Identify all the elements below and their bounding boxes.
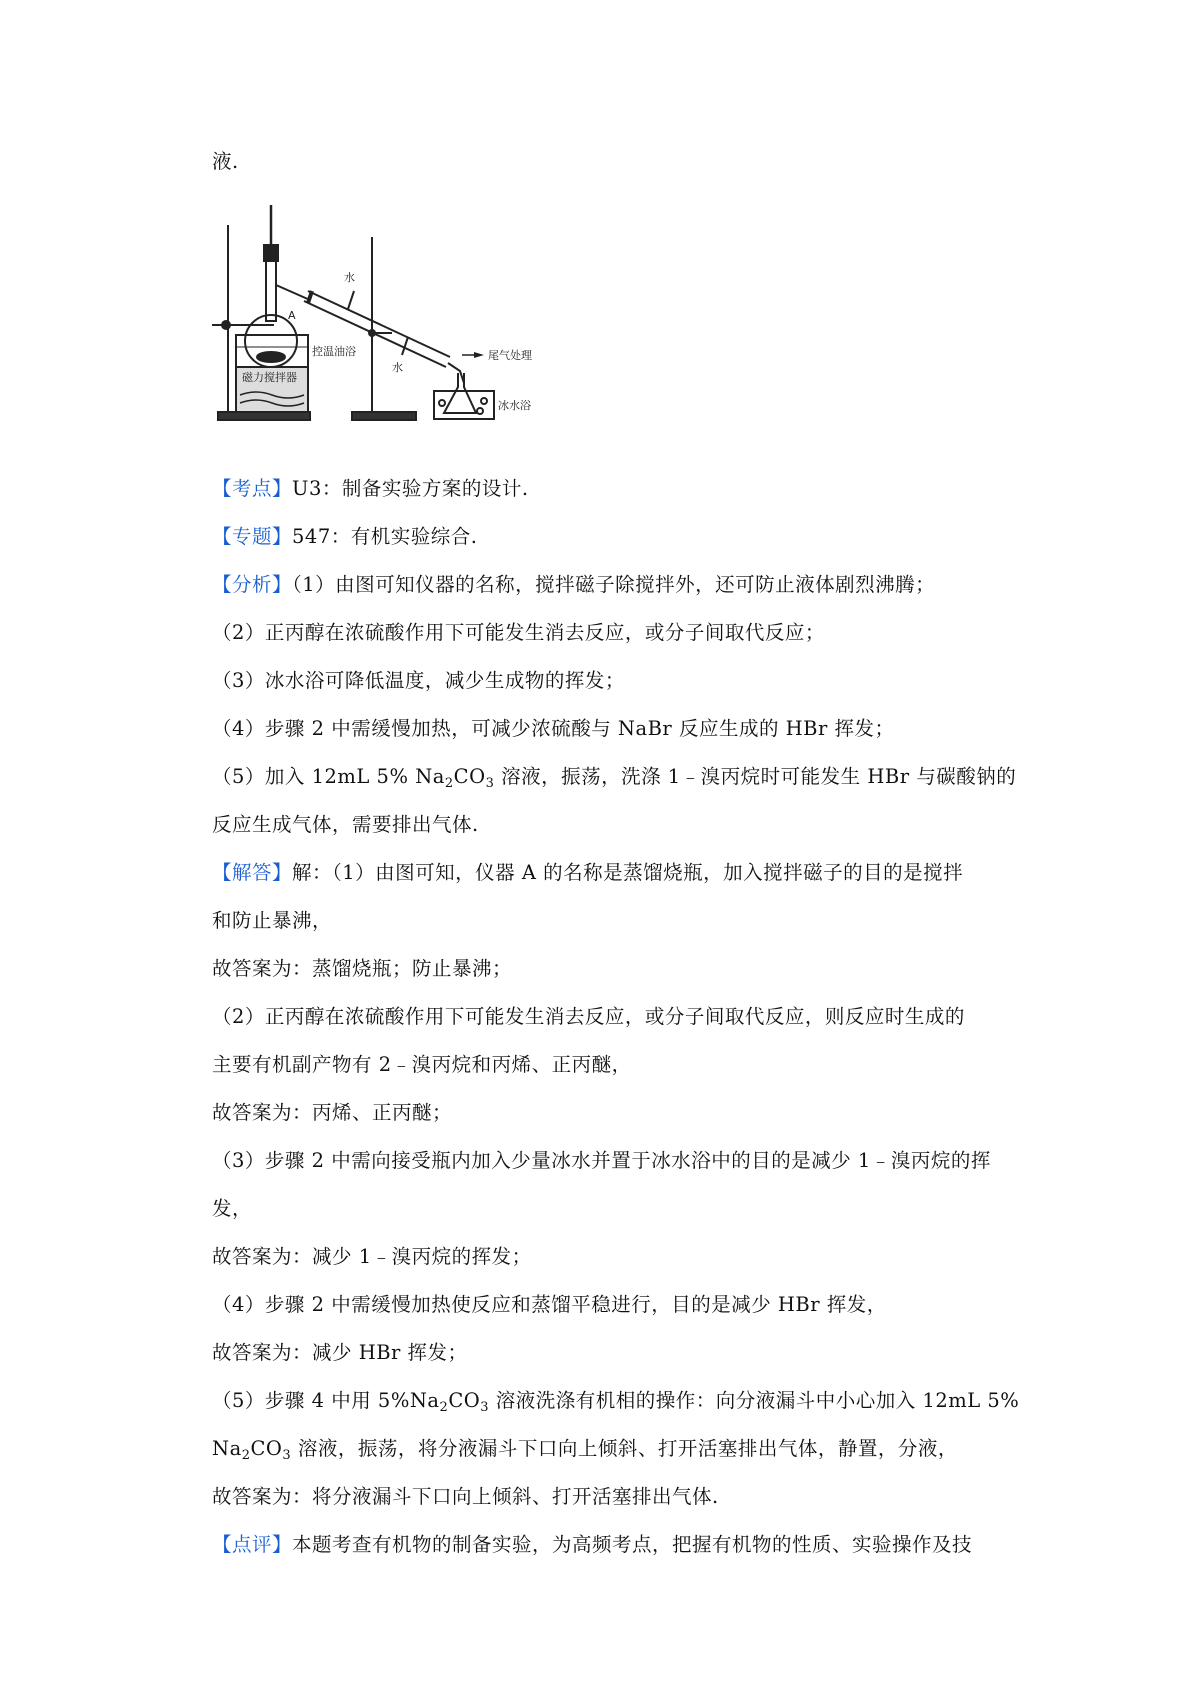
text-line: 反应生成气体，需要排出气体. xyxy=(212,813,479,836)
distillation-apparatus-diagram xyxy=(212,205,616,463)
text-line: （3）步骤 2 中需向接受瓶内加入少量冰水并置于冰水浴中的目的是减少 1﹣溴丙烷的挥 xyxy=(212,1149,991,1172)
text-line: 故答案为：丙烯、正丙醚； xyxy=(212,1101,453,1124)
label-water-bottom: 水 xyxy=(392,361,403,374)
text-line: 【点评】本题考查有机物的制备实验，为高频考点，把握有机物的性质、实验操作及技 xyxy=(212,1533,973,1556)
section-tag: 【专题】 xyxy=(212,525,293,548)
text-line: （2）正丙醇在浓硫酸作用下可能发生消去反应，或分子间取代反应； xyxy=(212,621,825,644)
text-line: 主要有机副产物有 2﹣溴丙烷和丙烯、正丙醚， xyxy=(212,1053,632,1076)
text-line: 发， xyxy=(212,1197,253,1220)
text-line: （5）步骤 4 中用 $5\%Na_2CO_3$ 溶液洗涤有机相的操作：向分液漏斗中小心加入 12mL 5% xyxy=(212,1389,1020,1415)
apparatus-figure xyxy=(212,205,616,463)
text-line: （4）步骤 2 中需缓慢加热使反应和蒸馏平稳进行，目的是减少 HBr 挥发， xyxy=(212,1293,887,1316)
text-line: 【解答】解：（1）由图可知，仪器 A 的名称是蒸馏烧瓶，加入搅拌磁子的目的是搅拌 xyxy=(212,861,964,884)
label-water-top: 水 xyxy=(344,271,355,284)
text-line: 【专题】547：有机实验综合. xyxy=(212,525,478,548)
text-line: 和防止暴沸， xyxy=(212,909,333,932)
section-tag: 【解答】 xyxy=(212,861,293,884)
label-exhaust: 尾气处理 xyxy=(488,349,532,362)
label-stirrer: 磁力搅拌器 xyxy=(242,371,297,384)
text-line: 故答案为：减少 HBr 挥发； xyxy=(212,1341,468,1364)
left-stand-base xyxy=(218,412,310,420)
text-line: 故答案为：蒸馏烧瓶；防止暴沸； xyxy=(212,957,513,980)
text-line: 液. xyxy=(212,150,239,173)
text-line: 【分析】（1）由图可知仪器的名称，搅拌磁子除搅拌外，还可防止液体剧烈沸腾； xyxy=(212,573,936,596)
text-line: （2）正丙醇在浓硫酸作用下可能发生消去反应，或分子间取代反应，则反应时生成的 xyxy=(212,1005,965,1028)
text-line: 【考点】U3：制备实验方案的设计. xyxy=(212,477,529,500)
text-line: （3）冰水浴可降低温度，减少生成物的挥发； xyxy=(212,669,625,692)
label-flask-a: A xyxy=(288,309,296,322)
text-line: 故答案为：将分液漏斗下口向上倾斜、打开活塞排出气体. xyxy=(212,1485,719,1508)
text-line: （5）加入 12mL 5% $Na_2CO_3$ 溶液，振荡，洗涤 1﹣溴丙烷时可能发生 HBr 与碳酸钠的 xyxy=(212,765,1017,791)
section-tag: 【分析】 xyxy=(212,573,293,596)
label-oil-bath: 控温油浴 xyxy=(312,345,356,358)
section-tag: 【考点】 xyxy=(212,477,293,500)
text-line: $Na_2CO_3$ 溶液，振荡，将分液漏斗下口向上倾斜、打开活塞排出气体，静置，分液， xyxy=(212,1437,958,1463)
text-line: （4）步骤 2 中需缓慢加热，可减少浓硫酸与 NaBr 反应生成的 HBr 挥发； xyxy=(212,717,895,740)
text-line: 故答案为：减少 1﹣溴丙烷的挥发； xyxy=(212,1245,532,1268)
section-tag: 【点评】 xyxy=(212,1533,293,1556)
label-ice-bath: 冰水浴 xyxy=(498,399,531,412)
